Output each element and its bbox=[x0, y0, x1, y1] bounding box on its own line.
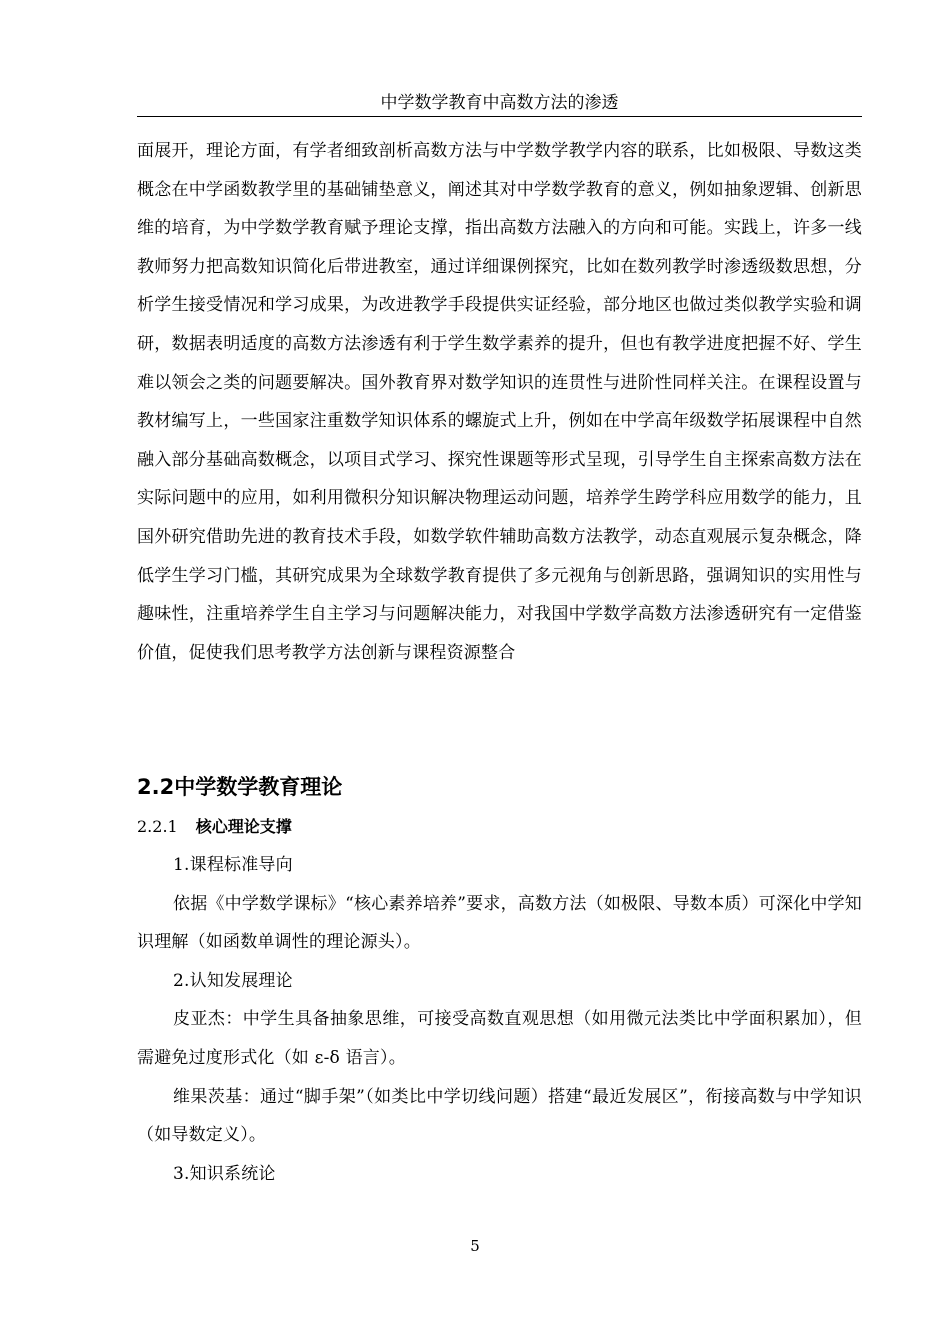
theory-content bbox=[137, 846, 862, 1193]
item-2-title: 2.认知发展理论 bbox=[173, 970, 293, 991]
subsection-heading-2-2-1 bbox=[137, 814, 292, 840]
page-header bbox=[137, 92, 862, 117]
section-heading-2-2: 2.2中学数学教育理论 bbox=[137, 775, 343, 799]
subsection-number: 2.2.1 bbox=[137, 817, 178, 836]
item-2-text-vygotsky: 维果茨基：通过“脚手架”（如类比中学切线问题）搭建“最近发展区”，衔接高数与中学知识（如导数定义）。 bbox=[137, 1086, 862, 1146]
subsection-title: 核心理论支撑 bbox=[195, 817, 292, 836]
page-number: 5 bbox=[470, 1237, 480, 1255]
body-paragraph-block bbox=[137, 132, 862, 672]
item-1-title: 1.课程标准导向 bbox=[173, 855, 293, 875]
item-3-title: 3.知识系统论 bbox=[173, 1163, 276, 1184]
body-paragraph-1: 面展开，理论方面，有学者细致剖析高数方法与中学数学教学内容的联系，比如极限、导数这类概念在中学函数教学里的基础铺垫意义，阐述其对中学数学教育的意义，例如抽象逻辑、创新思维的培育，为中学数学教育赋予理论支撑，指出高数方法融入的方向和可能。实践上，许多一线教师努力把高数知识简化后带进教室，通过详细课例探究，比如在数列教学时渗透级数思想，分析学生接受情况和学习成果，为改进教学手段提供实证经验，部分地区也做过类似教学实验和调研，数据表明适度的高数方法渗透有利于学生数学素养的提升，但也有教学进度把握不好、学生难以领会之类的问题要解决。国外教育界对数学知识的连贯性与进阶性同样关注。在课程设置与教材编写上，一些国家注重数学知识体系的螺旋式上升，例如在中学高年级数学拓展课程中自然融入部分基础高数概念，以项目式学习、探究性课题等形式呈现，引导学生自主探索高数方法在实际问题中的应用，如利用微积分知识解决物理运动问题，培养学生跨学科应用数学的能力，且国外研究借助先进的教育技术手段，如数学软件辅助高数方法教学，动态直观展示复杂概念，降低学生学习门槛，其研究成果为全球数学教育提供了多元视角与创新思路，强调知识的实用性与趣味性，注重培养学生自主学习与问题解决能力，对我国中学数学高数方法渗透研究有一定借鉴价值，促使我们思考教学方法创新与课程资源整合 bbox=[137, 141, 862, 663]
item-1-text: 依据《中学数学课标》“核心素养培养”要求，高数方法（如极限、导数本质）可深化中学知识理解（如函数单调性的理论源头）。 bbox=[137, 893, 862, 953]
item-2-text-piaget: 皮亚杰：中学生具备抽象思维，可接受高数直观思想（如用微元法类比中学面积累加），但需避免过度形式化（如 ε-δ 语言）。 bbox=[137, 1009, 862, 1068]
header-title: 中学数学教育中高数方法的渗透 bbox=[380, 93, 619, 113]
